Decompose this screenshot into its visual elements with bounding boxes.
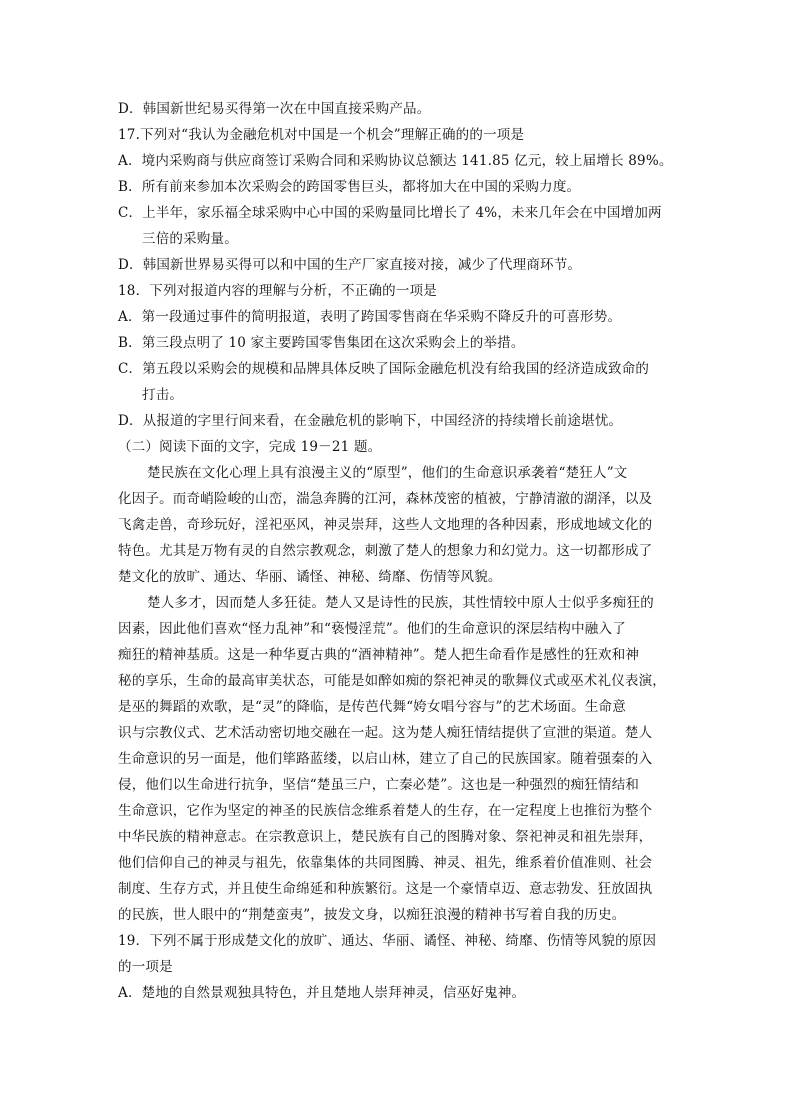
passage-line: 秘的享乐，生命的最高审美状态，可能是如醉如痴的祭祀神灵的歌舞仪式或巫术礼仪表演， [118, 673, 666, 689]
q19-stem-continued: 的一项是 [118, 959, 173, 975]
q17-option-d: D．韩国新世界易买得可以和中国的生产厂家直接对接，减少了代理商环节。 [118, 257, 582, 273]
passage-line: 的民族，世人眼中的“荆楚蛮夷”，披发文身，以痴狂浪漫的精神书写着自我的历史。 [118, 907, 626, 923]
passage-line: 特色。尤其是万物有灵的自然宗教观念，刺激了楚人的想象力和幻觉力。这一切都形成了 [118, 543, 653, 559]
passage-line: 是巫的舞蹈的欢歌，是“灵”的降临，是传芭代舞“姱女唱兮容与”的艺术场面。生命意 [118, 699, 626, 715]
q16-option-d: D．韩国新世纪易买得第一次在中国直接采购产品。 [118, 101, 431, 117]
q17-option-a: A．境内采购商与供应商签订采购合同和采购协议总额达 141.85 亿元，较上届增长 89%。 [118, 153, 673, 169]
passage-line: 中华民族的精神意志。在宗教意识上，楚民族有自己的图腾对象、祭祀神灵和祖先崇拜， [118, 829, 653, 845]
q17-stem: 17.下列对“我认为金融危机对中国是一个机会”理解正确的的一项是 [118, 127, 525, 143]
q19-option-a: A．楚地的自然景观独具特色，并且楚地人崇拜神灵，信巫好鬼神。 [118, 985, 526, 1001]
q18-option-d: D．从报道的字里行间来看，在金融危机的影响下，中国经济的持续增长前途堪忧。 [118, 413, 623, 429]
q18-stem: 18．下列对报道内容的理解与分析，不正确的一项是 [118, 283, 437, 299]
passage-line: 因素，因此他们喜欢“怪力乱神”和“亵慢淫荒”。他们的生命意识的深层结构中融入了 [118, 621, 626, 637]
section-two-heading: （二）阅读下面的文字，完成 19－21 题。 [118, 439, 382, 455]
passage-line: 他们信仰自己的神灵与祖先，依靠集体的共同图腾、神灵、祖先，维系着价值准则、社会 [118, 855, 653, 871]
q17-option-b: B．所有前来参加本次采购会的跨国零售巨头，都将加大在中国的采购力度。 [118, 179, 581, 195]
passage-paragraph-1 [118, 460, 678, 590]
passage-line: 侵，他们以生命进行抗争，坚信“楚虽三户，亡秦必楚”。这也是一种强烈的痴狂情结和 [118, 777, 640, 793]
passage-line: 生命意识的另一面是，他们筚路蓝缕，以启山林，建立了自己的民族国家。随着强秦的入 [118, 751, 653, 767]
q18-option-c-continued: 打击。 [142, 387, 184, 403]
passage-line: 楚人多才，因而楚人多狂徒。楚人又是诗性的民族，其性情较中原人士似乎多痴狂的 [147, 595, 654, 611]
q17-option-c-continued: 三倍的采购量。 [142, 231, 238, 247]
passage-line: 识与宗教仪式、艺术活动密切地交融在一起。这为楚人痴狂情结提供了宣泄的渠道。楚人 [118, 725, 653, 741]
passage-line: 痴狂的精神基质。这是一种华夏古典的“酒神精神”。楚人把生命看作是感性的狂欢和神 [118, 647, 640, 663]
page-content [118, 96, 678, 1006]
passage-line: 生命意识，它作为坚定的神圣的民族信念维系着楚人的生存，在一定程度上也推衍为整个 [118, 803, 653, 819]
passage-line: 楚民族在文化心理上具有浪漫主义的“原型”，他们的生命意识承袭着“楚狂人”文 [147, 465, 628, 481]
q17-option-c: C．上半年，家乐福全球采购中心中国的采购量同比增长了 4%，未来几年会在中国增加两 [118, 205, 662, 221]
q18-option-a: A．第一段通过事件的简明报道，表明了跨国零售商在华采购不降反升的可喜形势。 [118, 309, 622, 325]
passage-line: 飞禽走兽，奇珍玩好，淫祀巫风，神灵崇拜，这些人文地理的各种因素，形成地域文化的 [118, 517, 653, 533]
passage-paragraph-2 [118, 590, 678, 928]
q18-option-b: B．第三段点明了 10 家主要跨国零售集团在这次采购会上的举措。 [118, 335, 525, 351]
passage-line: 化因子。而奇峭险峻的山峦，湍急奔腾的江河，森林茂密的植被，宁静清澈的湖泽，以及 [118, 491, 653, 507]
q18-option-c: C．第五段以采购会的规模和品牌具体反映了国际金融危机没有给我国的经济造成致命的 [118, 361, 650, 377]
q19-stem: 19．下列不属于形成楚文化的放旷、通达、华丽、谲怪、神秘、绮靡、伤情等风貌的原因 [118, 933, 657, 949]
passage-line: 制度、生存方式，并且使生命绵延和种族繁衍。这是一个豪情卓迈、意志勃发、狂放固执 [118, 881, 653, 897]
passage-line: 楚文化的放旷、通达、华丽、谲怪、神秘、绮靡、伤情等风貌。 [118, 569, 502, 585]
